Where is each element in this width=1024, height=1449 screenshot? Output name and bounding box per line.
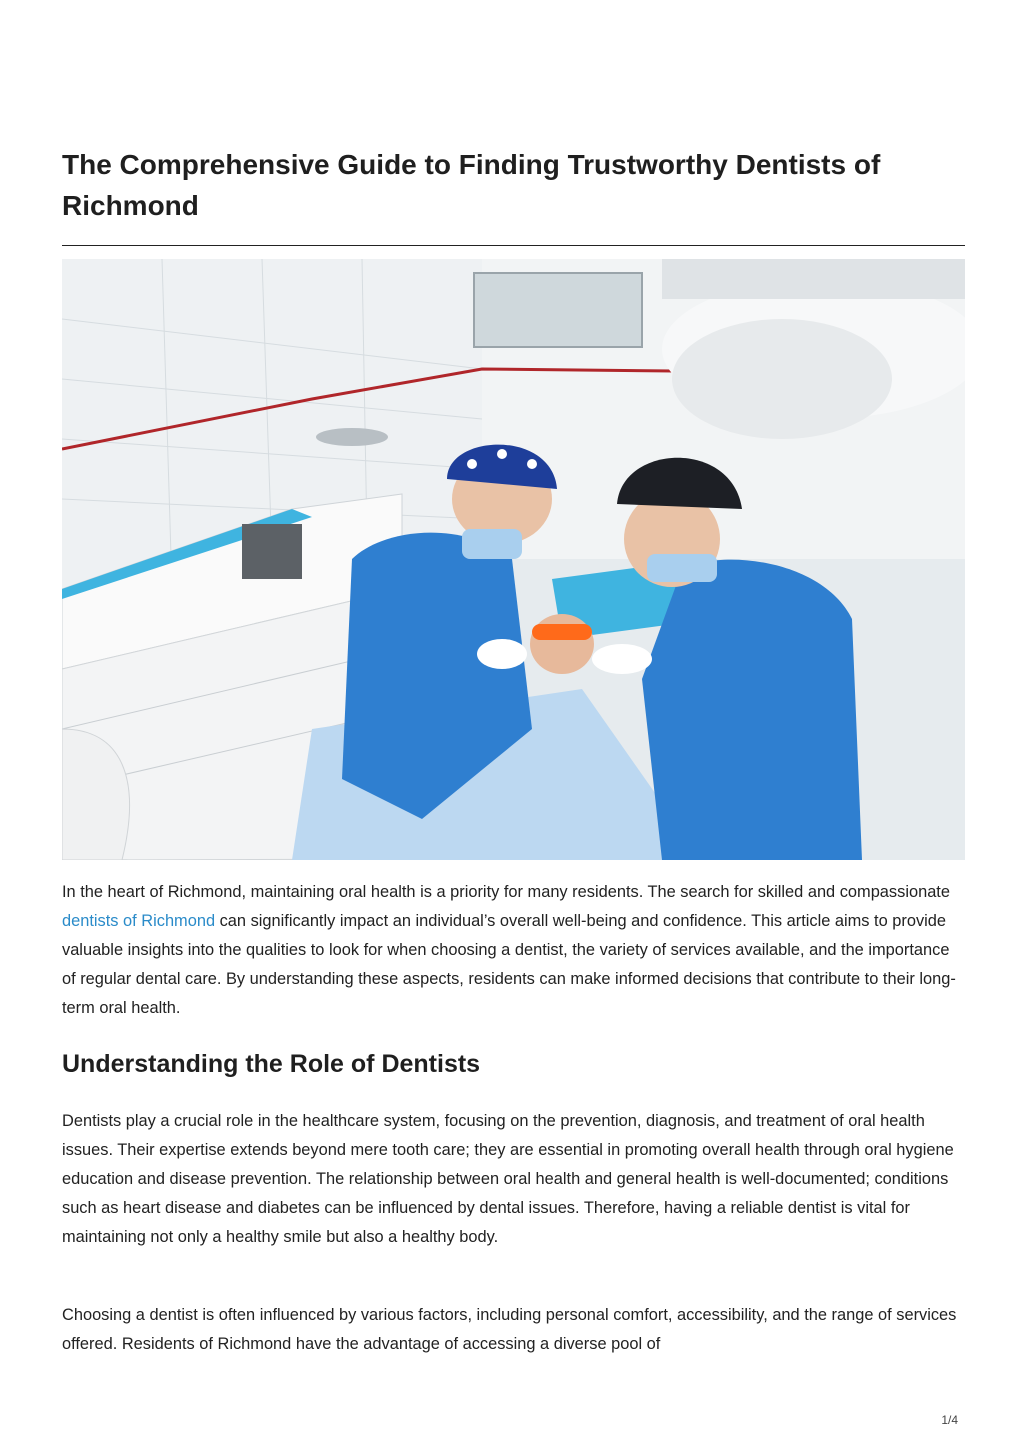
dental-clinic-illustration: [62, 259, 965, 860]
section-paragraph-1: Dentists play a crucial role in the healthcare system, focusing on the prevention, diagnosis, and treatment of oral health issues. Their expertise extends beyond mere tooth care; they are essential in promoting overall health through oral hygiene education and disease prevention. The relationship between oral health and general health is well-documented; conditions such as heart disease and diabetes can be influenced by dental issues. Therefore, having a reliable dentist is vital for maintaining not only a healthy smile but also a healthy body.: [62, 1112, 954, 1246]
article-title: The Comprehensive Guide to Finding Trustworthy Dentists of Richmond: [62, 149, 881, 221]
intro-paragraph: [62, 878, 965, 1023]
title-divider: [62, 245, 965, 246]
section-paragraph-2: Choosing a dentist is often influenced by various factors, including personal comfort, accessibility, and the range of services offered. Residents of Richmond have the advantage of accessing a diverse pool of: [62, 1306, 957, 1353]
intro-text-start: In the heart of Richmond, maintaining oral health is a priority for many residents. The search for skilled and compassionate: [62, 883, 950, 901]
section-heading: Understanding the Role of Dentists: [62, 1050, 481, 1078]
page-indicator: 1/4: [941, 1413, 958, 1427]
dentists-of-richmond-link[interactable]: dentists of Richmond: [62, 912, 216, 930]
intro-text-end: can significantly impact an individual’s overall well-being and confidence. This article aims to provide valuable insights into the qualities to look for when choosing a dentist, the variety of services available, and the importance of regular dental care. By understanding these aspects, residents can make informed decisions that contribute to their long-term oral health.: [62, 912, 956, 1017]
hero-image: [62, 259, 965, 860]
